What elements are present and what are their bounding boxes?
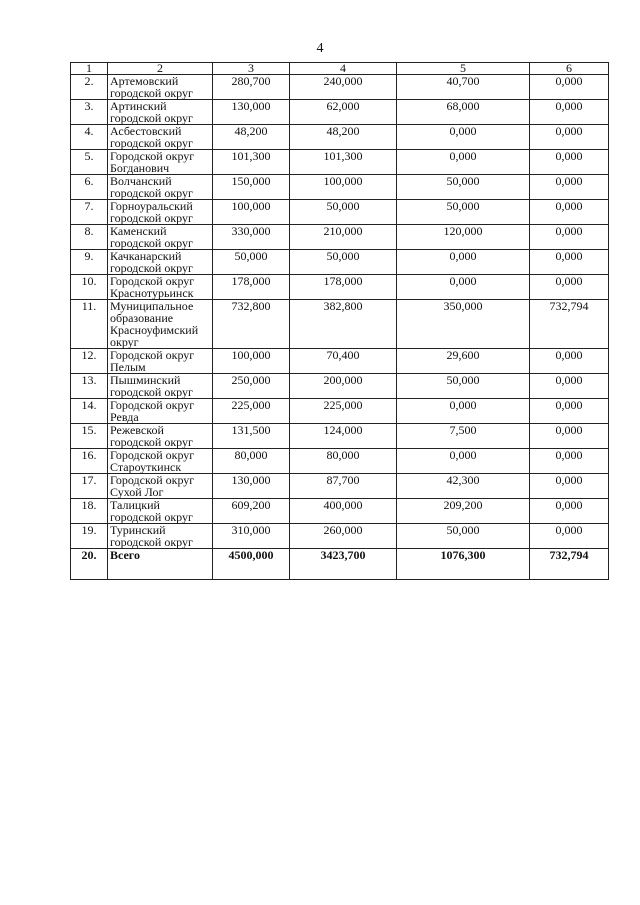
data-table — [70, 62, 609, 580]
value-cell: 50,000 — [397, 200, 530, 225]
value-cell: 62,000 — [290, 100, 397, 125]
value-cell: 131,500 — [213, 424, 290, 449]
column-header: 5 — [397, 63, 530, 75]
value-cell: 350,000 — [397, 300, 530, 349]
value-cell: 80,000 — [213, 449, 290, 474]
value-cell: 0,000 — [530, 200, 609, 225]
value-cell: 50,000 — [397, 175, 530, 200]
value-cell: 48,200 — [290, 125, 397, 150]
value-cell: 50,000 — [290, 200, 397, 225]
value-cell: 0,000 — [530, 225, 609, 250]
name-cell: Городской округ Староуткинск — [108, 449, 213, 474]
name-cell: Волчанский городской округ — [108, 175, 213, 200]
row-number-cell: 15. — [71, 424, 108, 449]
table-row — [71, 449, 609, 474]
table-row — [71, 374, 609, 399]
row-number-cell: 12. — [71, 349, 108, 374]
row-number-cell: 8. — [71, 225, 108, 250]
value-cell: 7,500 — [397, 424, 530, 449]
value-cell: 40,700 — [397, 75, 530, 100]
value-cell: 0,000 — [530, 75, 609, 100]
row-number-cell: 9. — [71, 250, 108, 275]
value-cell: 382,800 — [290, 300, 397, 349]
name-cell: Артинский городской округ — [108, 100, 213, 125]
value-cell: 3423,700 — [290, 549, 397, 580]
value-cell: 732,794 — [530, 300, 609, 349]
value-cell: 100,000 — [290, 175, 397, 200]
table-row — [71, 424, 609, 449]
value-cell: 150,000 — [213, 175, 290, 200]
value-cell: 0,000 — [397, 449, 530, 474]
value-cell: 200,000 — [290, 374, 397, 399]
value-cell: 330,000 — [213, 225, 290, 250]
table-row — [71, 399, 609, 424]
value-cell: 50,000 — [290, 250, 397, 275]
table-row — [71, 499, 609, 524]
value-cell: 100,000 — [213, 200, 290, 225]
row-number-cell: 11. — [71, 300, 108, 349]
table-row — [71, 349, 609, 374]
name-cell: Туринский городской округ — [108, 524, 213, 549]
value-cell: 50,000 — [397, 374, 530, 399]
value-cell: 0,000 — [530, 349, 609, 374]
value-cell: 100,000 — [213, 349, 290, 374]
row-number-cell: 3. — [71, 100, 108, 125]
table-row — [71, 125, 609, 150]
value-cell: 0,000 — [530, 250, 609, 275]
table-row — [71, 250, 609, 275]
value-cell: 0,000 — [530, 474, 609, 499]
row-number-cell: 14. — [71, 399, 108, 424]
value-cell: 87,700 — [290, 474, 397, 499]
value-cell: 0,000 — [530, 150, 609, 175]
value-cell: 48,200 — [213, 125, 290, 150]
table-row — [71, 524, 609, 549]
name-cell: Талицкий городской округ — [108, 499, 213, 524]
name-cell: Городской округ Краснотурьинск — [108, 275, 213, 300]
value-cell: 0,000 — [397, 399, 530, 424]
row-number-cell: 20. — [71, 549, 108, 580]
row-number-cell: 13. — [71, 374, 108, 399]
table-row — [71, 275, 609, 300]
value-cell: 209,200 — [397, 499, 530, 524]
row-number-cell: 18. — [71, 499, 108, 524]
row-number-cell: 16. — [71, 449, 108, 474]
value-cell: 29,600 — [397, 349, 530, 374]
name-cell: Режевской городской округ — [108, 424, 213, 449]
page-number: 4 — [316, 41, 324, 56]
name-cell: Асбестовский городской округ — [108, 125, 213, 150]
row-number-cell: 2. — [71, 75, 108, 100]
row-number-cell: 4. — [71, 125, 108, 150]
value-cell: 732,800 — [213, 300, 290, 349]
value-cell: 1076,300 — [397, 549, 530, 580]
table-row — [71, 200, 609, 225]
header-row — [71, 63, 609, 75]
name-cell: Артемовский городской округ — [108, 75, 213, 100]
row-number-cell: 19. — [71, 524, 108, 549]
value-cell: 0,000 — [530, 100, 609, 125]
row-number-cell: 7. — [71, 200, 108, 225]
value-cell: 0,000 — [397, 250, 530, 275]
row-number-cell: 17. — [71, 474, 108, 499]
value-cell: 68,000 — [397, 100, 530, 125]
value-cell: 732,794 — [530, 549, 609, 580]
value-cell: 0,000 — [397, 125, 530, 150]
value-cell: 280,700 — [213, 75, 290, 100]
table-row — [71, 474, 609, 499]
value-cell: 210,000 — [290, 225, 397, 250]
row-number-cell: 5. — [71, 150, 108, 175]
name-cell: Всего — [108, 549, 213, 580]
value-cell: 240,000 — [290, 75, 397, 100]
total-row — [71, 549, 609, 580]
value-cell: 225,000 — [213, 399, 290, 424]
table-row — [71, 75, 609, 100]
column-header: 3 — [213, 63, 290, 75]
value-cell: 0,000 — [530, 424, 609, 449]
value-cell: 0,000 — [530, 524, 609, 549]
value-cell: 4500,000 — [213, 549, 290, 580]
name-cell: Городской округ Сухой Лог — [108, 474, 213, 499]
value-cell: 130,000 — [213, 474, 290, 499]
value-cell: 310,000 — [213, 524, 290, 549]
value-cell: 0,000 — [530, 449, 609, 474]
name-cell: Каменский городской округ — [108, 225, 213, 250]
name-cell: Качканарский городской округ — [108, 250, 213, 275]
table-row — [71, 150, 609, 175]
value-cell: 260,000 — [290, 524, 397, 549]
value-cell: 0,000 — [397, 275, 530, 300]
value-cell: 50,000 — [213, 250, 290, 275]
value-cell: 101,300 — [290, 150, 397, 175]
name-cell: Городской округ Пелым — [108, 349, 213, 374]
value-cell: 0,000 — [530, 125, 609, 150]
value-cell: 80,000 — [290, 449, 397, 474]
column-header: 1 — [71, 63, 108, 75]
value-cell: 178,000 — [290, 275, 397, 300]
value-cell: 50,000 — [397, 524, 530, 549]
value-cell: 42,300 — [397, 474, 530, 499]
value-cell: 225,000 — [290, 399, 397, 424]
value-cell: 0,000 — [530, 275, 609, 300]
row-number-cell: 10. — [71, 275, 108, 300]
name-cell: Городской округ Ревда — [108, 399, 213, 424]
value-cell: 0,000 — [530, 374, 609, 399]
column-header: 4 — [290, 63, 397, 75]
column-header: 6 — [530, 63, 609, 75]
table-row — [71, 100, 609, 125]
column-header: 2 — [108, 63, 213, 75]
value-cell: 609,200 — [213, 499, 290, 524]
value-cell: 0,000 — [530, 175, 609, 200]
table-row — [71, 225, 609, 250]
value-cell: 70,400 — [290, 349, 397, 374]
value-cell: 0,000 — [530, 399, 609, 424]
value-cell: 130,000 — [213, 100, 290, 125]
value-cell: 124,000 — [290, 424, 397, 449]
value-cell: 120,000 — [397, 225, 530, 250]
name-cell: Городской округ Богданович — [108, 150, 213, 175]
value-cell: 0,000 — [530, 499, 609, 524]
value-cell: 250,000 — [213, 374, 290, 399]
name-cell: Горноуральский городской округ — [108, 200, 213, 225]
table-row — [71, 175, 609, 200]
name-cell: Пышминский городской округ — [108, 374, 213, 399]
table-row — [71, 300, 609, 349]
value-cell: 0,000 — [397, 150, 530, 175]
value-cell: 101,300 — [213, 150, 290, 175]
value-cell: 178,000 — [213, 275, 290, 300]
value-cell: 400,000 — [290, 499, 397, 524]
row-number-cell: 6. — [71, 175, 108, 200]
name-cell: Муниципальное образование Красноуфимский округ — [108, 300, 213, 349]
